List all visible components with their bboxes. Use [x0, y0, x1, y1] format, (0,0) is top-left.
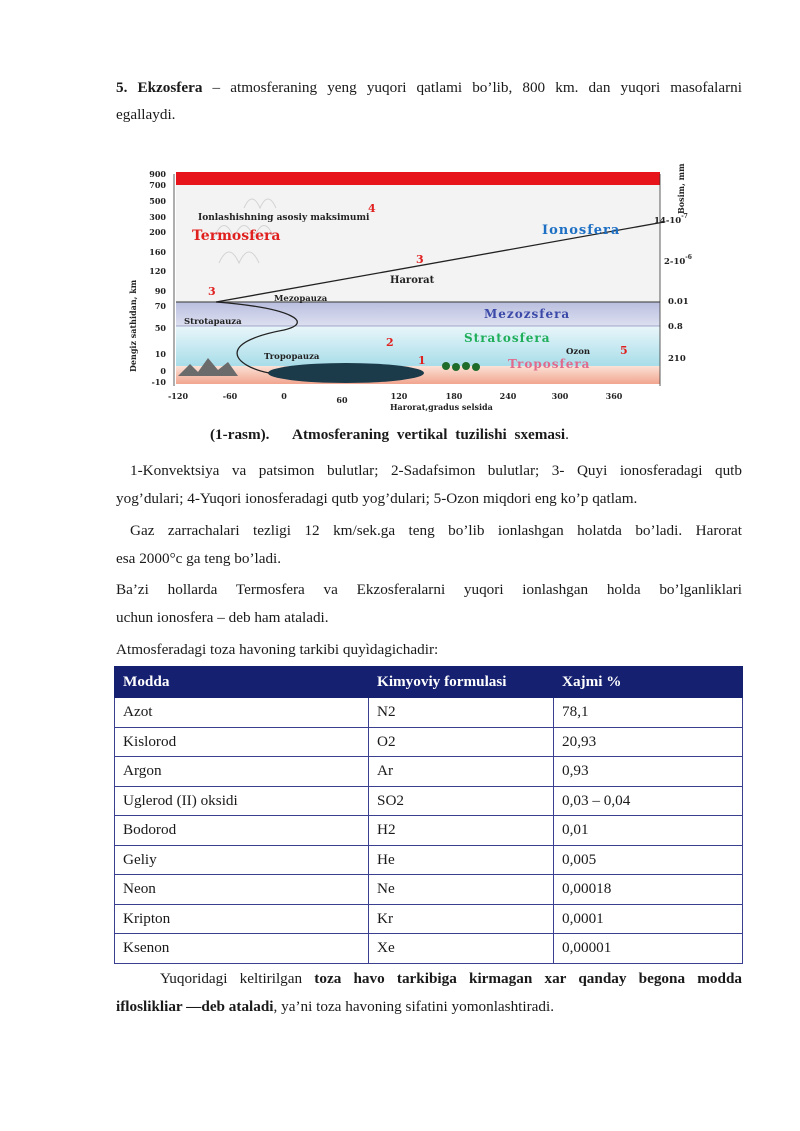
- cell-formula: Kr: [369, 904, 554, 934]
- y-tick: 70: [154, 301, 166, 311]
- caption-dot: .: [565, 426, 569, 443]
- marker-3a: 3: [208, 285, 216, 298]
- gas-line-2: esa 2000°c ga teng bo’ladi.: [116, 550, 282, 567]
- cell-substance: Neon: [115, 875, 369, 905]
- label-mezopauza: Mezopauza: [274, 294, 328, 304]
- label-harorat: Harorat: [390, 275, 435, 286]
- label-strotapauza: Strotapauza: [184, 317, 242, 327]
- marker-4: 4: [368, 202, 376, 215]
- cell-formula: Ar: [369, 757, 554, 787]
- table-row: [115, 757, 743, 787]
- gas-line-1: Gaz zarrachalari tezligi 12 km/sek.ga teng bo’lib ionlashgan holatda bo’ladi. Harorat: [130, 522, 742, 539]
- cell-substance: Ksenon: [115, 934, 369, 964]
- pressure-tick: 0.8: [668, 322, 683, 332]
- header-formula: Kimyoviy formulasi: [369, 667, 554, 698]
- y-tick: 900: [149, 169, 166, 179]
- cell-volume: 78,1: [554, 698, 743, 728]
- label-ionosfera: Ionosfera: [542, 223, 621, 238]
- final-bold-2: ifloslikliar —deb ataladi: [116, 998, 274, 1015]
- x-tick: 360: [605, 391, 623, 401]
- label-ozon: Ozon: [566, 347, 591, 357]
- x-tick: 240: [499, 391, 517, 401]
- cell-volume: 0,00001: [554, 934, 743, 964]
- cell-substance: Geliy: [115, 845, 369, 875]
- header-modda: Modda: [115, 667, 369, 698]
- x-tick: 60: [336, 395, 348, 405]
- pressure-tick: $2-10^{-6}$: [664, 254, 692, 267]
- legend-line-2: yog’dulari; 4-Yuqori ionosferadagi qutb yog’dulari; 5-Ozon miqdori eng ko’p qatlam.: [116, 490, 638, 507]
- table-row: [115, 904, 743, 934]
- y-tick: 200: [149, 227, 166, 237]
- label-termosfera: Termosfera: [192, 228, 281, 244]
- y-tick: 10: [154, 349, 166, 359]
- marker-2: 2: [386, 336, 394, 349]
- marker-5: 5: [620, 344, 628, 357]
- label-mezosfera: Mezozsfera: [484, 307, 571, 321]
- air-composition-table: [114, 666, 743, 964]
- cell-formula: Xe: [369, 934, 554, 964]
- final-bold-1: toza havo tarkibiga kirmagan xar qanday begona modda: [314, 970, 742, 987]
- cell-substance: Kripton: [115, 904, 369, 934]
- x-tick: -60: [222, 391, 238, 401]
- cell-substance: Uglerod (II) oksidi: [115, 786, 369, 816]
- pressure-tick: 0.01: [668, 297, 689, 307]
- cell-volume: 0,01: [554, 816, 743, 846]
- y-tick: 120: [149, 266, 166, 276]
- table-header-row: [115, 667, 743, 698]
- cell-substance: Bodorod: [115, 816, 369, 846]
- y-tick: 90: [154, 286, 166, 296]
- table-row: [115, 934, 743, 964]
- header-volume: Xajmi %: [554, 667, 743, 698]
- marker-3b: 3: [416, 253, 424, 266]
- label-troposfera: Troposfera: [508, 357, 591, 371]
- cell-volume: 20,93: [554, 727, 743, 757]
- y-tick: 0: [160, 366, 166, 376]
- caption-label: (1-rasm).: [210, 426, 270, 443]
- section-heading: 5. Ekzosfera: [116, 79, 203, 96]
- cell-substance: Azot: [115, 698, 369, 728]
- x-tick: -120: [167, 391, 189, 401]
- y-tick: 50: [154, 323, 166, 333]
- cell-formula: O2: [369, 727, 554, 757]
- y-tick: 500: [149, 196, 166, 206]
- intro-line-1: [116, 74, 742, 101]
- y-ticks: [149, 169, 166, 387]
- cell-volume: 0,03 – 0,04: [554, 786, 743, 816]
- intro-paragraph: [116, 74, 742, 128]
- table-row: [115, 875, 743, 905]
- x-axis-label: Harorat,gradus selsida: [390, 402, 493, 412]
- final-plain-1: Yuqoridagi keltirilgan: [160, 970, 315, 987]
- cell-formula: He: [369, 845, 554, 875]
- cell-volume: 0,93: [554, 757, 743, 787]
- label-stratosfera: Stratosfera: [464, 331, 551, 345]
- table-row: [115, 698, 743, 728]
- cell-formula: N2: [369, 698, 554, 728]
- table-row: [115, 845, 743, 875]
- y-tick: 300: [149, 212, 166, 222]
- table-row: [115, 816, 743, 846]
- ocean: [268, 363, 424, 383]
- y-tick: -10: [151, 377, 166, 387]
- ionosphere-line-2: uchun ionosfera – deb ham ataladi.: [116, 609, 329, 626]
- cell-volume: 0,00018: [554, 875, 743, 905]
- cell-volume: 0,0001: [554, 904, 743, 934]
- cell-formula: SO2: [369, 786, 554, 816]
- cell-substance: Kislorod: [115, 727, 369, 757]
- intro-text: – atmosferaning yeng yuqori qatlami bo’lib, 800 km. dan yuqori masofalarni: [202, 79, 742, 96]
- pressure-tick: 210: [668, 354, 686, 364]
- y-tick: 700: [149, 180, 166, 190]
- marker-1: 1: [418, 354, 426, 367]
- final-line-2: [116, 993, 742, 1020]
- x-tick: 180: [445, 391, 463, 401]
- cell-formula: H2: [369, 816, 554, 846]
- table-intro: Atmosferadagi toza havoning tarkibi quyìdagichadir:: [116, 641, 439, 658]
- cell-volume: 0,005: [554, 845, 743, 875]
- y-axis-label: Dengiz sathidan, km: [128, 279, 138, 372]
- x-tick: 0: [281, 391, 287, 401]
- intro-line-2: egallaydi.: [116, 106, 176, 123]
- legend-line-1: 1-Konvektsiya va patsimon bulutlar; 2-Sadafsimon bulutlar; 3- Quyi ionosferadagi qutb: [130, 462, 742, 479]
- final-line-1: [116, 965, 742, 992]
- label-tropopauza: Tropopauza: [264, 352, 320, 362]
- pressure-tick: $14-10^{-7}$: [654, 213, 688, 226]
- atmosphere-diagram: [124, 163, 692, 414]
- label-ion-max: Ionlashishning asosiy maksimumi: [198, 213, 370, 223]
- figure-caption: [210, 426, 569, 444]
- cell-formula: Ne: [369, 875, 554, 905]
- x-tick: 300: [551, 391, 569, 401]
- caption-title: Atmosferaning vertikal tuzilishi sxemasi: [292, 426, 566, 443]
- final-plain-2: , ya’ni toza havoning sifatini yomonlashtiradi.: [273, 998, 555, 1015]
- table-row: [115, 727, 743, 757]
- exosphere-band: [176, 172, 660, 185]
- x-tick: 120: [390, 391, 408, 401]
- cell-substance: Argon: [115, 757, 369, 787]
- right-axis-label: Bosim, mm: [676, 163, 686, 214]
- table-row: [115, 786, 743, 816]
- y-tick: 160: [149, 247, 166, 257]
- ionosphere-line-1: Ba’zi hollarda Termosfera va Ekzosferalarni yuqori ionlashgan holda bo’lganliklari: [116, 581, 742, 598]
